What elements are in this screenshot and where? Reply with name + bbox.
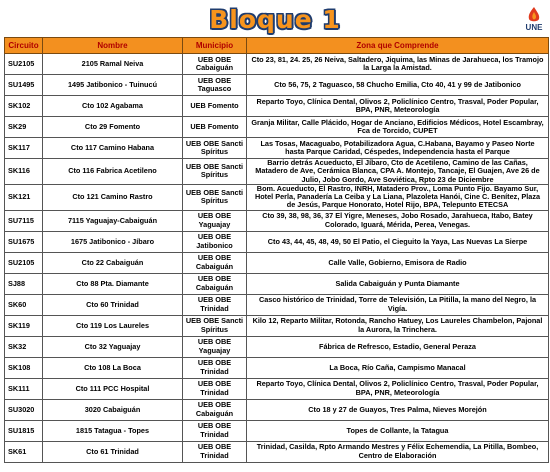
- cell-zona: Reparto Toyo, Clínica Dental, Olivos 2, Policlínico Centro, Trasval, Poder Popular, BPA, PNR, Meteorología: [247, 96, 549, 117]
- cell-circuito: SK102: [5, 96, 43, 117]
- cell-circuito: SJ88: [5, 273, 43, 294]
- cell-municipio: UEB OBE Cabaiguán: [183, 252, 247, 273]
- cell-zona: Bom. Acueducto, El Rastro, INRH, Matadero Prov., Loma Punto Fijo. Bayamo Sur, Hotel Perla, Panadería La Ceiba y La Liana, Plazoleta Hanói, Cine C. Benítez, Plaza de Jesús, Parque Honorato, Hotel Rijo, BPA, Telepunto ETECSA: [247, 184, 549, 210]
- table-row: [5, 252, 549, 273]
- table-row: [5, 399, 549, 420]
- cell-municipio: UEB OBE Trinidad: [183, 420, 247, 441]
- table-row: [5, 336, 549, 357]
- cell-nombre: Cto 119 Los Laureles: [43, 315, 183, 336]
- cell-nombre: Cto 88 Pta. Diamante: [43, 273, 183, 294]
- cell-zona: Trinidad, Casilda, Rpto Armando Mestres y Félix Echemendia, La Pitilla, Bombeo, Centro de Elaboración: [247, 441, 549, 462]
- cell-municipio: UEB OBE Sancti Spíritus: [183, 184, 247, 210]
- circuits-table: [4, 37, 549, 463]
- cell-zona: Barrio detrás Acueducto, El Jíbaro, Cto de Acetileno, Camino de las Cañas, Matadero de Ave, Cerámica Blanca, CPA A. Montejo, Tancaje, El Guajen, Ave 26 de Julio, Jobo Gordo, Ave Soviética, Rpto 23 de Diciembre: [247, 159, 549, 185]
- cell-municipio: UEB OBE Trinidad: [183, 441, 247, 462]
- cell-nombre: Cto 29 Fomento: [43, 117, 183, 138]
- cell-municipio: UEB OBE Sancti Spíritus: [183, 138, 247, 159]
- cell-nombre: Cto 117 Camino Habana: [43, 138, 183, 159]
- flame-icon: [521, 6, 547, 24]
- cell-zona: Cto 43, 44, 45, 48, 49, 50 El Patio, el Cieguito la Yaya, Las Nuevas La Sierpe: [247, 231, 549, 252]
- cell-nombre: Cto 121 Camino Rastro: [43, 184, 183, 210]
- table-row: [5, 378, 549, 399]
- cell-nombre: Cto 111 PCC Hospital: [43, 378, 183, 399]
- cell-nombre: Cto 61 Trinidad: [43, 441, 183, 462]
- cell-nombre: 1495 Jatibonico - Tuinucú: [43, 75, 183, 96]
- cell-nombre: 2105 Ramal Neiva: [43, 54, 183, 75]
- cell-nombre: 7115 Yaguajay-Cabaiguán: [43, 210, 183, 231]
- cell-circuito: SK61: [5, 441, 43, 462]
- cell-zona: Cto 23, 81, 24. 25, 26 Neiva, Saltadero, Jiquima, las Minas de Jarahueca, los Tramojo la Larga la Amistad.: [247, 54, 549, 75]
- cell-zona: Salida Cabaiguán y Punta Diamante: [247, 273, 549, 294]
- cell-municipio: UEB OBE Cabaiguán: [183, 54, 247, 75]
- table-row: [5, 138, 549, 159]
- cell-zona: Topes de Collante, la Tatagua: [247, 420, 549, 441]
- cell-nombre: 1675 Jatibonico - Jíbaro: [43, 231, 183, 252]
- cell-zona: Las Tosas, Macaguabo, Potabilizadora Agua, C.Habana, Bayamo y Paseo Norte hasta Parque Caridad, Céspedes, Independencia hasta el Parque: [247, 138, 549, 159]
- cell-zona: Cto 39, 38, 98, 36, 37 El Yigre, Meneses, Jobo Rosado, Jarahueca, Itabo, Batey Colorado, Iguará, Mérida, Perea, Venegas.: [247, 210, 549, 231]
- cell-nombre: Cto 108 La Boca: [43, 357, 183, 378]
- cell-municipio: UEB OBE Cabaiguán: [183, 399, 247, 420]
- cell-circuito: SK121: [5, 184, 43, 210]
- cell-circuito: SK117: [5, 138, 43, 159]
- cell-circuito: SK119: [5, 315, 43, 336]
- cell-municipio: UEB Fomento: [183, 117, 247, 138]
- header-nombre: Nombre: [43, 38, 183, 54]
- cell-nombre: Cto 32 Yaguajay: [43, 336, 183, 357]
- cell-municipio: UEB OBE Cabaiguán: [183, 273, 247, 294]
- cell-circuito: SK32: [5, 336, 43, 357]
- table-row: [5, 159, 549, 185]
- cell-municipio: UEB OBE Sancti Spíritus: [183, 315, 247, 336]
- logo-label: UNE: [525, 23, 543, 32]
- cell-circuito: SK108: [5, 357, 43, 378]
- cell-circuito: SU1675: [5, 231, 43, 252]
- cell-zona: La Boca, Río Caña, Campismo Manacal: [247, 357, 549, 378]
- table-row: [5, 441, 549, 462]
- table-row: [5, 75, 549, 96]
- table-row: [5, 273, 549, 294]
- table-header-row: [5, 38, 549, 54]
- table-row: [5, 210, 549, 231]
- cell-zona: Cto 56, 75, 2 Taguasco, 58 Chucho Emilia, Cto 40, 41 y 99 de Jatibonico: [247, 75, 549, 96]
- cell-municipio: UEB Fomento: [183, 96, 247, 117]
- cell-circuito: SK29: [5, 117, 43, 138]
- cell-nombre: 1815 Tatagua - Topes: [43, 420, 183, 441]
- cell-municipio: UEB OBE Yaguajay: [183, 210, 247, 231]
- cell-municipio: UEB OBE Trinidad: [183, 378, 247, 399]
- header-circuito: Circuito: [5, 38, 43, 54]
- header-zona: Zona que Comprende: [247, 38, 549, 54]
- cell-municipio: UEB OBE Yaguajay: [183, 336, 247, 357]
- cell-zona: Granja Militar, Calle Plácido, Hogar de Anciano, Edificios Médicos, Hotel Escambray, Fca de Torcido, CUPET: [247, 117, 549, 138]
- cell-circuito: SU2105: [5, 252, 43, 273]
- table-row: [5, 184, 549, 210]
- cell-municipio: UEB OBE Taguasco: [183, 75, 247, 96]
- cell-nombre: 3020 Cabaiguán: [43, 399, 183, 420]
- cell-zona: Kilo 12, Reparto Militar, Rotonda, Rancho Hatuey, Los Laureles Chambelon, Pajonal la Aurora, la Trinchera.: [247, 315, 549, 336]
- cell-zona: Calle Valle, Gobierno, Emisora de Radio: [247, 252, 549, 273]
- cell-circuito: SU1815: [5, 420, 43, 441]
- une-logo: [521, 6, 547, 34]
- table-row: [5, 315, 549, 336]
- header-municipio: Municipio: [183, 38, 247, 54]
- cell-circuito: SK60: [5, 294, 43, 315]
- table-row: [5, 54, 549, 75]
- table-row: [5, 117, 549, 138]
- table-row: [5, 96, 549, 117]
- cell-zona: Fábrica de Refresco, Estadio, General Peraza: [247, 336, 549, 357]
- cell-circuito: SK111: [5, 378, 43, 399]
- cell-nombre: Cto 22 Cabaiguán: [43, 252, 183, 273]
- table-row: [5, 420, 549, 441]
- page-title: Bloque 1: [209, 5, 341, 34]
- cell-nombre: Cto 116 Fabrica Acetileno: [43, 159, 183, 185]
- cell-circuito: SK116: [5, 159, 43, 185]
- cell-municipio: UEB OBE Jatibonico: [183, 231, 247, 252]
- cell-circuito: SU1495: [5, 75, 43, 96]
- table-row: [5, 231, 549, 252]
- cell-circuito: SU3020: [5, 399, 43, 420]
- cell-nombre: Cto 60 Trinidad: [43, 294, 183, 315]
- cell-circuito: SU2105: [5, 54, 43, 75]
- cell-zona: Cto 18 y 27 de Guayos, Tres Palma, Nieves Morejón: [247, 399, 549, 420]
- cell-municipio: UEB OBE Trinidad: [183, 357, 247, 378]
- cell-municipio: UEB OBE Trinidad: [183, 294, 247, 315]
- table-row: [5, 294, 549, 315]
- cell-zona: Casco histórico de Trinidad, Torre de Televisión, La Pitilla, la mano del Negro, la Vigía.: [247, 294, 549, 315]
- cell-circuito: SU7115: [5, 210, 43, 231]
- cell-zona: Reparto Toyo, Clínica Dental, Olivos 2, Policlínico Centro, Trasval, Poder Popular, BPA, PNR, Meteorología: [247, 378, 549, 399]
- cell-municipio: UEB OBE Sancti Spíritus: [183, 159, 247, 185]
- table-row: [5, 357, 549, 378]
- cell-nombre: Cto 102 Agabama: [43, 96, 183, 117]
